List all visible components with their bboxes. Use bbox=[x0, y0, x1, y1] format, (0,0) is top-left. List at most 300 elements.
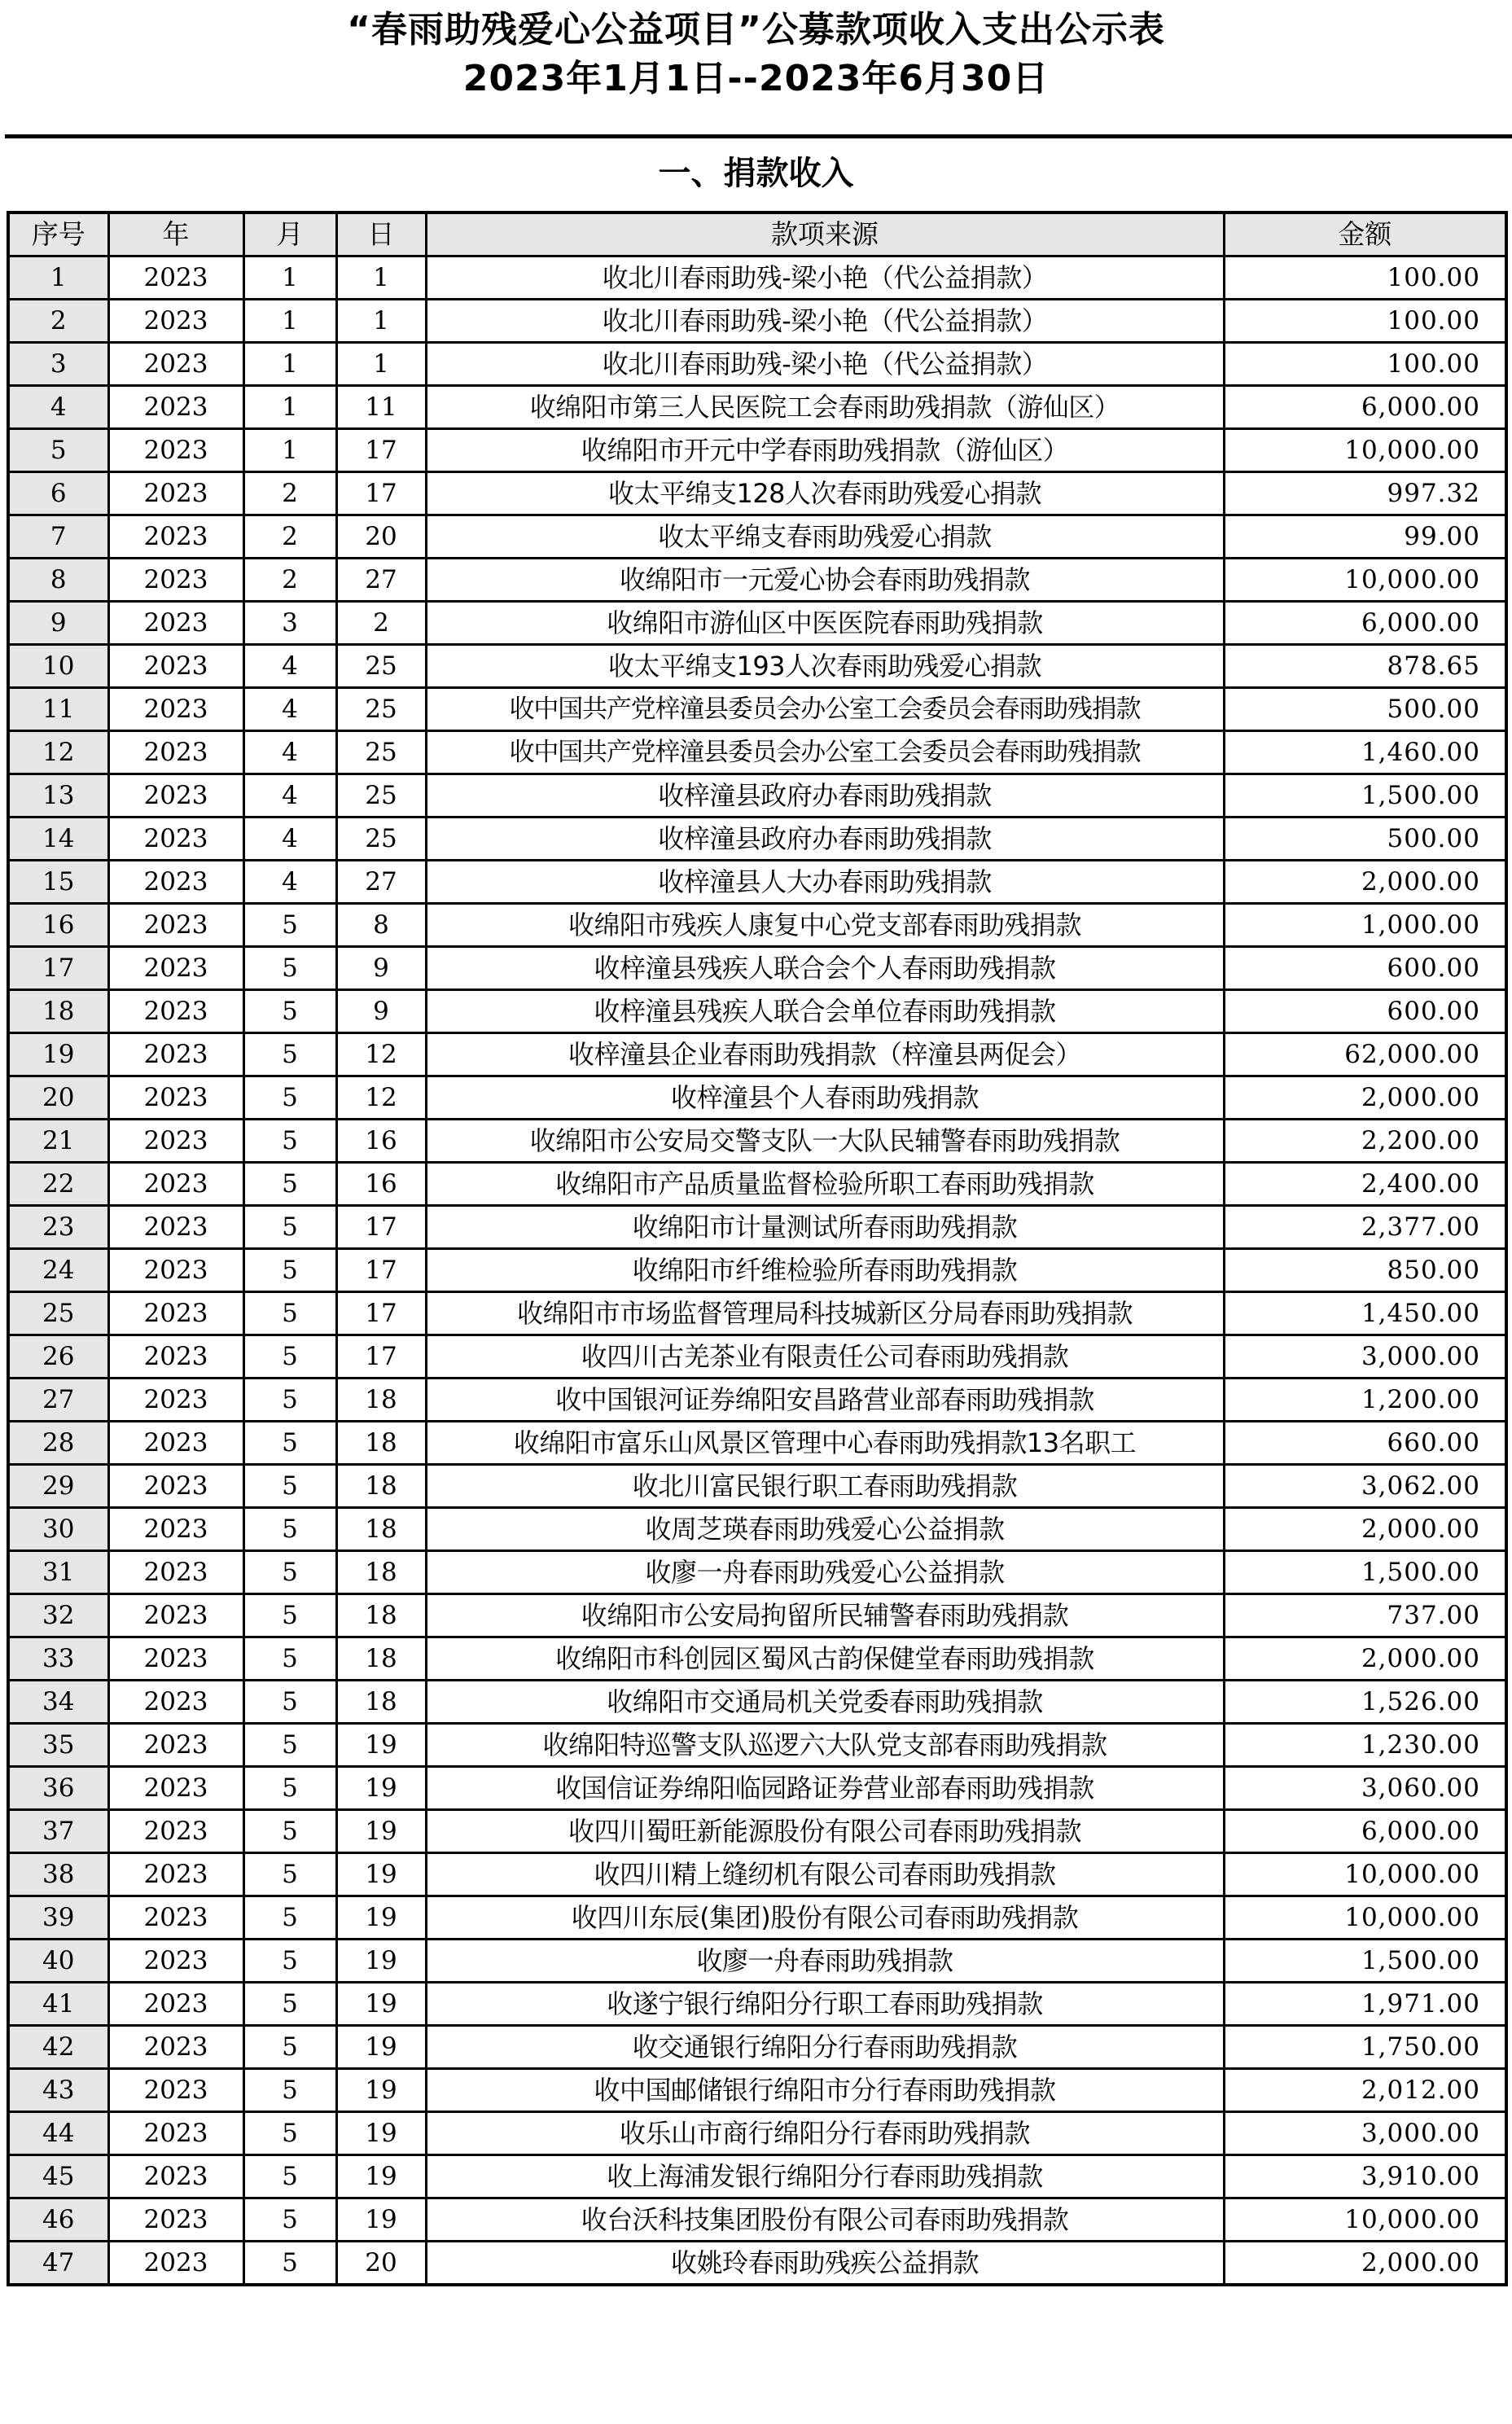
row-number: 32 bbox=[8, 1594, 108, 1637]
table-row bbox=[8, 2069, 1506, 2112]
row-month: 4 bbox=[243, 861, 336, 904]
row-day: 1 bbox=[336, 300, 426, 343]
table-row bbox=[8, 1465, 1506, 1508]
row-month: 5 bbox=[243, 2198, 336, 2242]
row-month: 2 bbox=[243, 515, 336, 559]
table-row bbox=[8, 386, 1506, 429]
row-day: 19 bbox=[336, 2069, 426, 2112]
header-year: 年 bbox=[108, 213, 243, 256]
header-month: 月 bbox=[243, 213, 336, 256]
table-row bbox=[8, 1379, 1506, 1422]
row-month: 4 bbox=[243, 774, 336, 817]
row-month: 5 bbox=[243, 1940, 336, 1983]
row-number: 46 bbox=[8, 2198, 108, 2242]
row-month: 5 bbox=[243, 947, 336, 990]
row-month: 5 bbox=[243, 2112, 336, 2155]
row-day: 17 bbox=[336, 472, 426, 515]
row-amount: 10,000.00 bbox=[1224, 1896, 1506, 1940]
row-source: 收中国共产党梓潼县委员会办公室工会委员会春雨助残捐款 bbox=[426, 688, 1224, 731]
row-year: 2023 bbox=[108, 472, 243, 515]
row-month: 4 bbox=[243, 645, 336, 688]
row-day: 19 bbox=[336, 2155, 426, 2198]
row-day: 25 bbox=[336, 645, 426, 688]
table-row bbox=[8, 1896, 1506, 1940]
row-amount: 3,910.00 bbox=[1224, 2155, 1506, 2198]
row-day: 17 bbox=[336, 429, 426, 472]
row-year: 2023 bbox=[108, 1379, 243, 1422]
table-row bbox=[8, 1076, 1506, 1120]
row-year: 2023 bbox=[108, 1249, 243, 1292]
row-month: 5 bbox=[243, 1551, 336, 1594]
row-number: 38 bbox=[8, 1853, 108, 1896]
donation-income-table bbox=[7, 211, 1508, 2286]
row-number: 33 bbox=[8, 1637, 108, 1681]
row-amount: 500.00 bbox=[1224, 817, 1506, 861]
row-amount: 997.32 bbox=[1224, 472, 1506, 515]
row-number: 21 bbox=[8, 1120, 108, 1163]
row-source: 收交通银行绵阳分行春雨助残捐款 bbox=[426, 2026, 1224, 2069]
row-source: 收绵阳市公安局拘留所民辅警春雨助残捐款 bbox=[426, 1594, 1224, 1637]
row-source: 收中国共产党梓潼县委员会办公室工会委员会春雨助残捐款 bbox=[426, 731, 1224, 774]
row-day: 17 bbox=[336, 1206, 426, 1249]
row-month: 5 bbox=[243, 1810, 336, 1853]
row-source: 收绵阳市产品质量监督检验所职工春雨助残捐款 bbox=[426, 1163, 1224, 1206]
header-day: 日 bbox=[336, 213, 426, 256]
row-amount: 10,000.00 bbox=[1224, 429, 1506, 472]
row-amount: 1,230.00 bbox=[1224, 1724, 1506, 1767]
row-source: 收北川富民银行职工春雨助残捐款 bbox=[426, 1465, 1224, 1508]
row-amount: 2,000.00 bbox=[1224, 2242, 1506, 2286]
row-number: 34 bbox=[8, 1681, 108, 1724]
row-amount: 1,500.00 bbox=[1224, 1551, 1506, 1594]
row-day: 1 bbox=[336, 343, 426, 386]
section-heading: 一、捐款收入 bbox=[658, 155, 854, 192]
table-row bbox=[8, 1551, 1506, 1594]
row-source: 收梓潼县政府办春雨助残捐款 bbox=[426, 817, 1224, 861]
row-number: 40 bbox=[8, 1940, 108, 1983]
table-row bbox=[8, 1335, 1506, 1379]
row-number: 23 bbox=[8, 1206, 108, 1249]
row-source: 收遂宁银行绵阳分行职工春雨助残捐款 bbox=[426, 1983, 1224, 2026]
table-row bbox=[8, 731, 1506, 774]
row-year: 2023 bbox=[108, 861, 243, 904]
row-day: 9 bbox=[336, 990, 426, 1033]
row-year: 2023 bbox=[108, 2242, 243, 2286]
row-year: 2023 bbox=[108, 1422, 243, 1465]
row-number: 6 bbox=[8, 472, 108, 515]
document-period: 2023年1月1日--2023年6月30日 bbox=[462, 58, 1050, 99]
row-number: 28 bbox=[8, 1422, 108, 1465]
table-row bbox=[8, 1681, 1506, 1724]
row-amount: 1,750.00 bbox=[1224, 2026, 1506, 2069]
row-month: 3 bbox=[243, 602, 336, 645]
row-amount: 850.00 bbox=[1224, 1249, 1506, 1292]
row-source: 收梓潼县企业春雨助残捐款（梓潼县两促会） bbox=[426, 1033, 1224, 1076]
row-number: 4 bbox=[8, 386, 108, 429]
row-month: 5 bbox=[243, 1033, 336, 1076]
row-amount: 3,000.00 bbox=[1224, 1335, 1506, 1379]
row-source: 收绵阳市交通局机关党委春雨助残捐款 bbox=[426, 1681, 1224, 1724]
row-year: 2023 bbox=[108, 429, 243, 472]
row-month: 5 bbox=[243, 1637, 336, 1681]
row-amount: 99.00 bbox=[1224, 515, 1506, 559]
row-year: 2023 bbox=[108, 904, 243, 947]
table-row bbox=[8, 343, 1506, 386]
row-number: 42 bbox=[8, 2026, 108, 2069]
row-number: 12 bbox=[8, 731, 108, 774]
row-number: 39 bbox=[8, 1896, 108, 1940]
row-month: 5 bbox=[243, 2155, 336, 2198]
row-day: 9 bbox=[336, 947, 426, 990]
row-number: 31 bbox=[8, 1551, 108, 1594]
table-row bbox=[8, 947, 1506, 990]
row-amount: 2,000.00 bbox=[1224, 1508, 1506, 1551]
row-month: 1 bbox=[243, 256, 336, 300]
row-year: 2023 bbox=[108, 990, 243, 1033]
row-day: 19 bbox=[336, 1853, 426, 1896]
row-amount: 6,000.00 bbox=[1224, 602, 1506, 645]
row-month: 5 bbox=[243, 1508, 336, 1551]
row-year: 2023 bbox=[108, 2026, 243, 2069]
table-row bbox=[8, 2155, 1506, 2198]
row-month: 5 bbox=[243, 2069, 336, 2112]
table-row bbox=[8, 990, 1506, 1033]
row-source: 收台沃科技集团股份有限公司春雨助残捐款 bbox=[426, 2198, 1224, 2242]
row-amount: 1,000.00 bbox=[1224, 904, 1506, 947]
row-month: 1 bbox=[243, 386, 336, 429]
row-source: 收乐山市商行绵阳分行春雨助残捐款 bbox=[426, 2112, 1224, 2155]
row-source: 收姚玲春雨助残疾公益捐款 bbox=[426, 2242, 1224, 2286]
row-number: 17 bbox=[8, 947, 108, 990]
row-month: 5 bbox=[243, 1724, 336, 1767]
table-row bbox=[8, 1940, 1506, 1983]
table-row bbox=[8, 1422, 1506, 1465]
row-day: 18 bbox=[336, 1637, 426, 1681]
row-number: 15 bbox=[8, 861, 108, 904]
row-month: 1 bbox=[243, 300, 336, 343]
row-month: 5 bbox=[243, 990, 336, 1033]
row-amount: 1,450.00 bbox=[1224, 1292, 1506, 1335]
row-month: 5 bbox=[243, 1594, 336, 1637]
row-source: 收中国邮储银行绵阳市分行春雨助残捐款 bbox=[426, 2069, 1224, 2112]
row-number: 19 bbox=[8, 1033, 108, 1076]
row-number: 14 bbox=[8, 817, 108, 861]
row-amount: 2,000.00 bbox=[1224, 861, 1506, 904]
table-row bbox=[8, 515, 1506, 559]
row-number: 44 bbox=[8, 2112, 108, 2155]
row-month: 5 bbox=[243, 1767, 336, 1810]
row-year: 2023 bbox=[108, 343, 243, 386]
row-amount: 1,526.00 bbox=[1224, 1681, 1506, 1724]
row-amount: 100.00 bbox=[1224, 300, 1506, 343]
row-year: 2023 bbox=[108, 1120, 243, 1163]
row-amount: 100.00 bbox=[1224, 256, 1506, 300]
row-month: 5 bbox=[243, 1422, 336, 1465]
row-amount: 62,000.00 bbox=[1224, 1033, 1506, 1076]
row-number: 37 bbox=[8, 1810, 108, 1853]
row-year: 2023 bbox=[108, 2069, 243, 2112]
row-year: 2023 bbox=[108, 386, 243, 429]
row-source: 收梓潼县政府办春雨助残捐款 bbox=[426, 774, 1224, 817]
row-day: 18 bbox=[336, 1594, 426, 1637]
table-row bbox=[8, 2242, 1506, 2286]
row-day: 25 bbox=[336, 731, 426, 774]
row-source: 收四川精上缝纫机有限公司春雨助残捐款 bbox=[426, 1853, 1224, 1896]
row-source: 收周芝瑛春雨助残爱心公益捐款 bbox=[426, 1508, 1224, 1551]
row-number: 20 bbox=[8, 1076, 108, 1120]
row-month: 5 bbox=[243, 1292, 336, 1335]
row-amount: 10,000.00 bbox=[1224, 1853, 1506, 1896]
row-year: 2023 bbox=[108, 1724, 243, 1767]
row-amount: 10,000.00 bbox=[1224, 2198, 1506, 2242]
row-number: 8 bbox=[8, 559, 108, 602]
row-month: 5 bbox=[243, 1120, 336, 1163]
row-year: 2023 bbox=[108, 947, 243, 990]
row-day: 20 bbox=[336, 515, 426, 559]
row-amount: 2,377.00 bbox=[1224, 1206, 1506, 1249]
row-day: 19 bbox=[336, 1810, 426, 1853]
table-row bbox=[8, 904, 1506, 947]
row-source: 收绵阳市纤维检验所春雨助残捐款 bbox=[426, 1249, 1224, 1292]
row-year: 2023 bbox=[108, 774, 243, 817]
table-row bbox=[8, 861, 1506, 904]
table-row bbox=[8, 1206, 1506, 1249]
row-day: 18 bbox=[336, 1508, 426, 1551]
row-year: 2023 bbox=[108, 1206, 243, 1249]
row-day: 17 bbox=[336, 1249, 426, 1292]
row-year: 2023 bbox=[108, 731, 243, 774]
table-row bbox=[8, 1508, 1506, 1551]
row-amount: 737.00 bbox=[1224, 1594, 1506, 1637]
row-number: 11 bbox=[8, 688, 108, 731]
row-number: 36 bbox=[8, 1767, 108, 1810]
row-number: 43 bbox=[8, 2069, 108, 2112]
row-month: 1 bbox=[243, 343, 336, 386]
row-number: 35 bbox=[8, 1724, 108, 1767]
table-row bbox=[8, 1120, 1506, 1163]
row-month: 5 bbox=[243, 1163, 336, 1206]
table-row bbox=[8, 2026, 1506, 2069]
row-number: 30 bbox=[8, 1508, 108, 1551]
row-month: 4 bbox=[243, 688, 336, 731]
row-number: 45 bbox=[8, 2155, 108, 2198]
table-row bbox=[8, 1292, 1506, 1335]
row-year: 2023 bbox=[108, 1637, 243, 1681]
row-source: 收绵阳市残疾人康复中心党支部春雨助残捐款 bbox=[426, 904, 1224, 947]
row-amount: 2,000.00 bbox=[1224, 1637, 1506, 1681]
row-day: 25 bbox=[336, 817, 426, 861]
header-amount: 金额 bbox=[1224, 213, 1506, 256]
row-source: 收太平绵支128人次春雨助残爱心捐款 bbox=[426, 472, 1224, 515]
row-source: 收太平绵支春雨助残爱心捐款 bbox=[426, 515, 1224, 559]
row-number: 25 bbox=[8, 1292, 108, 1335]
row-year: 2023 bbox=[108, 2198, 243, 2242]
row-amount: 3,062.00 bbox=[1224, 1465, 1506, 1508]
row-day: 19 bbox=[336, 2026, 426, 2069]
row-source: 收绵阳市开元中学春雨助残捐款（游仙区） bbox=[426, 429, 1224, 472]
row-source: 收绵阳市第三人民医院工会春雨助残捐款（游仙区） bbox=[426, 386, 1224, 429]
row-year: 2023 bbox=[108, 515, 243, 559]
row-amount: 500.00 bbox=[1224, 688, 1506, 731]
row-number: 41 bbox=[8, 1983, 108, 2026]
row-day: 18 bbox=[336, 1681, 426, 1724]
row-day: 17 bbox=[336, 1292, 426, 1335]
row-year: 2023 bbox=[108, 1896, 243, 1940]
row-source: 收国信证券绵阳临园路证券营业部春雨助残捐款 bbox=[426, 1767, 1224, 1810]
title-divider bbox=[5, 134, 1512, 138]
row-month: 5 bbox=[243, 1249, 336, 1292]
row-source: 收绵阳市科创园区蜀风古韵保健堂春雨助残捐款 bbox=[426, 1637, 1224, 1681]
row-year: 2023 bbox=[108, 1163, 243, 1206]
row-year: 2023 bbox=[108, 1853, 243, 1896]
table-row bbox=[8, 2112, 1506, 2155]
row-day: 19 bbox=[336, 2112, 426, 2155]
row-amount: 1,200.00 bbox=[1224, 1379, 1506, 1422]
row-amount: 100.00 bbox=[1224, 343, 1506, 386]
row-amount: 878.65 bbox=[1224, 645, 1506, 688]
row-day: 19 bbox=[336, 1724, 426, 1767]
row-day: 16 bbox=[336, 1163, 426, 1206]
row-source: 收梓潼县个人春雨助残捐款 bbox=[426, 1076, 1224, 1120]
header-source: 款项来源 bbox=[426, 213, 1224, 256]
row-amount: 2,200.00 bbox=[1224, 1120, 1506, 1163]
row-amount: 1,500.00 bbox=[1224, 774, 1506, 817]
table-row bbox=[8, 1637, 1506, 1681]
row-source: 收太平绵支193人次春雨助残爱心捐款 bbox=[426, 645, 1224, 688]
row-month: 1 bbox=[243, 429, 336, 472]
row-number: 29 bbox=[8, 1465, 108, 1508]
row-day: 2 bbox=[336, 602, 426, 645]
row-source: 收绵阳市一元爱心协会春雨助残捐款 bbox=[426, 559, 1224, 602]
table-row bbox=[8, 256, 1506, 300]
row-amount: 6,000.00 bbox=[1224, 1810, 1506, 1853]
row-month: 5 bbox=[243, 1076, 336, 1120]
row-source: 收北川春雨助残-梁小艳（代公益捐款） bbox=[426, 343, 1224, 386]
row-source: 收梓潼县残疾人联合会单位春雨助残捐款 bbox=[426, 990, 1224, 1033]
table-row bbox=[8, 1594, 1506, 1637]
row-year: 2023 bbox=[108, 1594, 243, 1637]
row-day: 25 bbox=[336, 774, 426, 817]
row-month: 2 bbox=[243, 472, 336, 515]
table-body bbox=[8, 256, 1506, 2286]
row-year: 2023 bbox=[108, 1767, 243, 1810]
row-month: 5 bbox=[243, 2026, 336, 2069]
row-source: 收北川春雨助残-梁小艳（代公益捐款） bbox=[426, 300, 1224, 343]
row-source: 收廖一舟春雨助残捐款 bbox=[426, 1940, 1224, 1983]
row-month: 5 bbox=[243, 1983, 336, 2026]
row-amount: 1,460.00 bbox=[1224, 731, 1506, 774]
row-month: 4 bbox=[243, 731, 336, 774]
row-year: 2023 bbox=[108, 1810, 243, 1853]
row-number: 18 bbox=[8, 990, 108, 1033]
row-source: 收绵阳特巡警支队巡逻六大队党支部春雨助残捐款 bbox=[426, 1724, 1224, 1767]
row-day: 16 bbox=[336, 1120, 426, 1163]
header-no: 序号 bbox=[8, 213, 108, 256]
row-day: 17 bbox=[336, 1335, 426, 1379]
row-day: 12 bbox=[336, 1033, 426, 1076]
row-amount: 2,012.00 bbox=[1224, 2069, 1506, 2112]
row-source: 收四川东辰(集团)股份有限公司春雨助残捐款 bbox=[426, 1896, 1224, 1940]
row-day: 19 bbox=[336, 1896, 426, 1940]
row-day: 18 bbox=[336, 1422, 426, 1465]
row-amount: 6,000.00 bbox=[1224, 386, 1506, 429]
row-source: 收四川古羌茶业有限责任公司春雨助残捐款 bbox=[426, 1335, 1224, 1379]
row-year: 2023 bbox=[108, 817, 243, 861]
row-year: 2023 bbox=[108, 645, 243, 688]
row-month: 5 bbox=[243, 1379, 336, 1422]
table-row bbox=[8, 817, 1506, 861]
row-day: 18 bbox=[336, 1465, 426, 1508]
row-source: 收四川蜀旺新能源股份有限公司春雨助残捐款 bbox=[426, 1810, 1224, 1853]
row-year: 2023 bbox=[108, 1551, 243, 1594]
table-row bbox=[8, 1810, 1506, 1853]
row-number: 5 bbox=[8, 429, 108, 472]
table-row bbox=[8, 559, 1506, 602]
row-amount: 1,500.00 bbox=[1224, 1940, 1506, 1983]
row-day: 11 bbox=[336, 386, 426, 429]
row-year: 2023 bbox=[108, 559, 243, 602]
row-year: 2023 bbox=[108, 1033, 243, 1076]
row-day: 1 bbox=[336, 256, 426, 300]
row-number: 10 bbox=[8, 645, 108, 688]
row-year: 2023 bbox=[108, 1292, 243, 1335]
row-number: 1 bbox=[8, 256, 108, 300]
table-row bbox=[8, 472, 1506, 515]
row-month: 5 bbox=[243, 2242, 336, 2286]
row-year: 2023 bbox=[108, 300, 243, 343]
table-row bbox=[8, 688, 1506, 731]
row-day: 27 bbox=[336, 559, 426, 602]
row-amount: 2,400.00 bbox=[1224, 1163, 1506, 1206]
row-number: 3 bbox=[8, 343, 108, 386]
row-month: 5 bbox=[243, 1465, 336, 1508]
row-year: 2023 bbox=[108, 2155, 243, 2198]
row-month: 5 bbox=[243, 1681, 336, 1724]
row-month: 5 bbox=[243, 1853, 336, 1896]
table-row bbox=[8, 1767, 1506, 1810]
row-amount: 10,000.00 bbox=[1224, 559, 1506, 602]
row-day: 8 bbox=[336, 904, 426, 947]
row-year: 2023 bbox=[108, 1465, 243, 1508]
row-source: 收梓潼县残疾人联合会个人春雨助残捐款 bbox=[426, 947, 1224, 990]
table-row bbox=[8, 2198, 1506, 2242]
row-source: 收廖一舟春雨助残爱心公益捐款 bbox=[426, 1551, 1224, 1594]
row-number: 26 bbox=[8, 1335, 108, 1379]
table-header-row bbox=[8, 213, 1506, 256]
table-row bbox=[8, 774, 1506, 817]
row-day: 19 bbox=[336, 2198, 426, 2242]
row-year: 2023 bbox=[108, 688, 243, 731]
table-row bbox=[8, 300, 1506, 343]
row-amount: 2,000.00 bbox=[1224, 1076, 1506, 1120]
row-month: 5 bbox=[243, 1335, 336, 1379]
table-row bbox=[8, 1724, 1506, 1767]
row-month: 4 bbox=[243, 817, 336, 861]
row-day: 19 bbox=[336, 1940, 426, 1983]
row-source: 收绵阳市游仙区中医医院春雨助残捐款 bbox=[426, 602, 1224, 645]
row-amount: 600.00 bbox=[1224, 947, 1506, 990]
row-number: 27 bbox=[8, 1379, 108, 1422]
row-day: 18 bbox=[336, 1551, 426, 1594]
row-number: 7 bbox=[8, 515, 108, 559]
row-amount: 660.00 bbox=[1224, 1422, 1506, 1465]
row-month: 2 bbox=[243, 559, 336, 602]
row-day: 18 bbox=[336, 1379, 426, 1422]
document-title: “春雨助残爱心公益项目”公募款项收入支出公示表 bbox=[347, 9, 1165, 50]
row-day: 12 bbox=[336, 1076, 426, 1120]
table-row bbox=[8, 1033, 1506, 1076]
row-source: 收绵阳市市场监督管理局科技城新区分局春雨助残捐款 bbox=[426, 1292, 1224, 1335]
